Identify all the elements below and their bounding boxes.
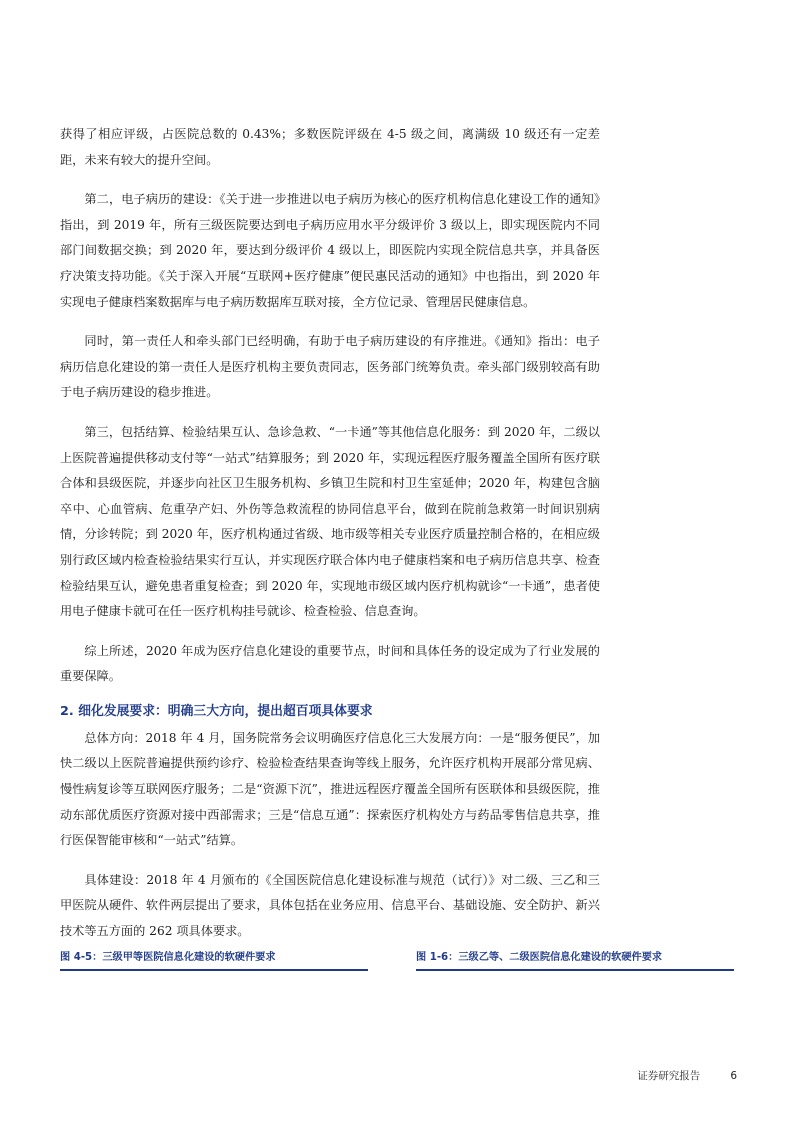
section-heading: 2. 细化发展要求：明确三大方向，提出超百项具体要求 <box>60 703 373 719</box>
body-paragraph: 同时，第一责任人和牵头部门已经明确，有助于电子病历建设的有序推进。《通知》指出：电子病历信息化建设的第一责任人是医疗机构主要负责同志，医务部门统筹负责。牵头部门级别较高有助于电子病历建设的稳步推进。 <box>60 334 600 400</box>
page-footer <box>637 1068 737 1083</box>
body-paragraph: 具体建设：2018 年 4 月颁布的《全国医院信息化建设标准与规范（试行）》对二级、三乙和三甲医院从硬件、软件两层提出了要求，具体包括在业务应用、信息平台、基础设施、安全防护、新兴技术等五方面的 262 项具体要求。 <box>60 872 600 939</box>
figure-caption-right: 图 1-6：三级乙等、二级医院信息化建设的软硬件要求 <box>416 950 734 971</box>
page-number: 6 <box>730 1070 737 1082</box>
body-paragraph: 总体方向：2018 年 4 月，国务院常务会议明确医疗信息化三大发展方向：一是“服务便民”，加快二级以上医院普遍提供预约诊疗、检验检查结果查询等线上服务，允许医疗机构开展部分常见病、慢性病复诊等互联网医疗服务；二是“资源下沉”，推进远程医疗覆盖全国所有医联体和县级医院，推动东部优质医疗资源对接中西部需求；三是“信息互通”：探索医疗机构处方与药品零售信息共享，推行医保智能审核和“一站式”结算。 <box>60 730 600 848</box>
body-paragraph: 第三，包括结算、检验结果互认、急诊急救、“一卡通”等其他信息化服务：到 2020 年，二级以上医院普遍提供移动支付等“一站式”结算服务；到 2020 年，实现远程医疗服务覆盖全国所有医疗联合体和县级医院，并逐步向社区卫生服务机构、乡镇卫生院和村卫生室延伸；2020 年，构建包含脑卒中、心血管病、危重孕产妇、外伤等急救流程的协同信息平台，做到在院前急救第一时间识别病情，分诊转院；到 2020 年，医疗机构通过省级、地市级等相关专业医疗质量控制合格的，在相应级别行政区域内检查检验结果实行互认，并实现医疗联合体内电子健康档案和电子病历信息共享、检查检验结果互认，避免患者重复检查；到 2020 年，实现地市级区域内医疗机构就诊“一卡通”，患者使用电子健康卡就可在任一医疗机构挂号就诊、检查检验、信息查询。 <box>60 424 600 619</box>
report-body <box>60 122 600 959</box>
figure-caption-left: 图 4-5：三级甲等医院信息化建设的软硬件要求 <box>60 950 368 971</box>
body-paragraph: 综上所述，2020 年成为医疗信息化建设的重要节点，时间和具体任务的设定成为了行业发展的重要保障。 <box>60 643 600 684</box>
body-paragraph: 第二，电子病历的建设：《关于进一步推进以电子病历为核心的医疗机构信息化建设工作的通知》指出，到 2019 年，所有三级医院要达到电子病历应用水平分级评价 3 级以上，即实现医院内不同部门间数据交换；到 2020 年，要达到分级评价 4 级以上，即医院内实现全院信息共享，并具备医疗决策支持功能。《关于深入开展“互联网+医疗健康”便民惠民活动的通知》中也指出，到 2020 年实现电子健康档案数据库与电子病历数据库互联对接，全方位记录、管理居民健康信息。 <box>60 192 600 309</box>
footer-label: 证券研究报告 <box>637 1070 701 1082</box>
body-paragraph: 获得了相应评级，占医院总数的 0.43%；多数医院评级在 4-5 级之间，离满级 10 级还有一定差距，未来有较大的提升空间。 <box>60 127 600 167</box>
